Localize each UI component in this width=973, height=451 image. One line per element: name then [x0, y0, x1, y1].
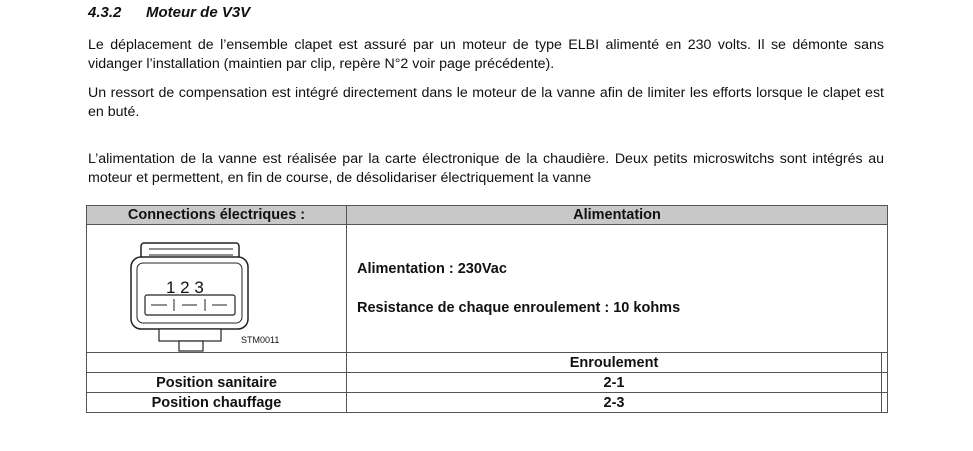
winding-header: Enroulement	[347, 353, 882, 373]
row-label: Position chauffage	[87, 393, 347, 413]
connector-diagram	[87, 225, 346, 352]
paragraph-spring: Un ressort de compensation est intégré directement dans le moteur de la vanne afin de limiter les efforts lorsque le clapet est en buté.	[88, 85, 884, 120]
connector-code: STM0011	[241, 335, 280, 345]
header-supply: Alimentation	[347, 206, 888, 225]
paragraph-motor: Le déplacement de l’ensemble clapet est assuré par un moteur de type ELBI alimenté en 230 volts. Il se démonte sans vidanger l’installation (maintien par clip, repère N°2 voir page précédente).	[88, 37, 884, 72]
row-label: Position sanitaire	[87, 373, 347, 393]
connector-pin-numbers: 1 2 3	[166, 278, 204, 297]
empty-cell	[882, 393, 888, 413]
header-connections: Connections électriques :	[87, 206, 347, 225]
row-value: 2-3	[347, 393, 882, 413]
empty-cell	[87, 353, 347, 373]
winding-resistance: Resistance de chaque enroulement : 10 kohms	[357, 299, 681, 316]
supply-voltage: Alimentation : 230Vac	[357, 260, 507, 277]
table-row	[87, 373, 888, 393]
empty-cell	[882, 353, 888, 373]
paragraph-supply: L’alimentation de la vanne est réalisée par la carte électronique de la chaudière. Deux petits microswitchs sont intégrés au moteur et permettent, en fin de course, de désolidariser électriquement la vanne	[88, 151, 884, 186]
connector-diagram-cell	[87, 225, 347, 353]
section-title: Moteur de V3V	[146, 4, 251, 21]
section-number: 4.3.2	[88, 4, 122, 21]
supply-info-cell	[347, 225, 888, 353]
empty-cell	[882, 373, 888, 393]
row-value: 2-1	[347, 373, 882, 393]
electrical-spec-table	[86, 205, 888, 413]
table-row	[87, 393, 888, 413]
section-heading	[88, 4, 250, 21]
